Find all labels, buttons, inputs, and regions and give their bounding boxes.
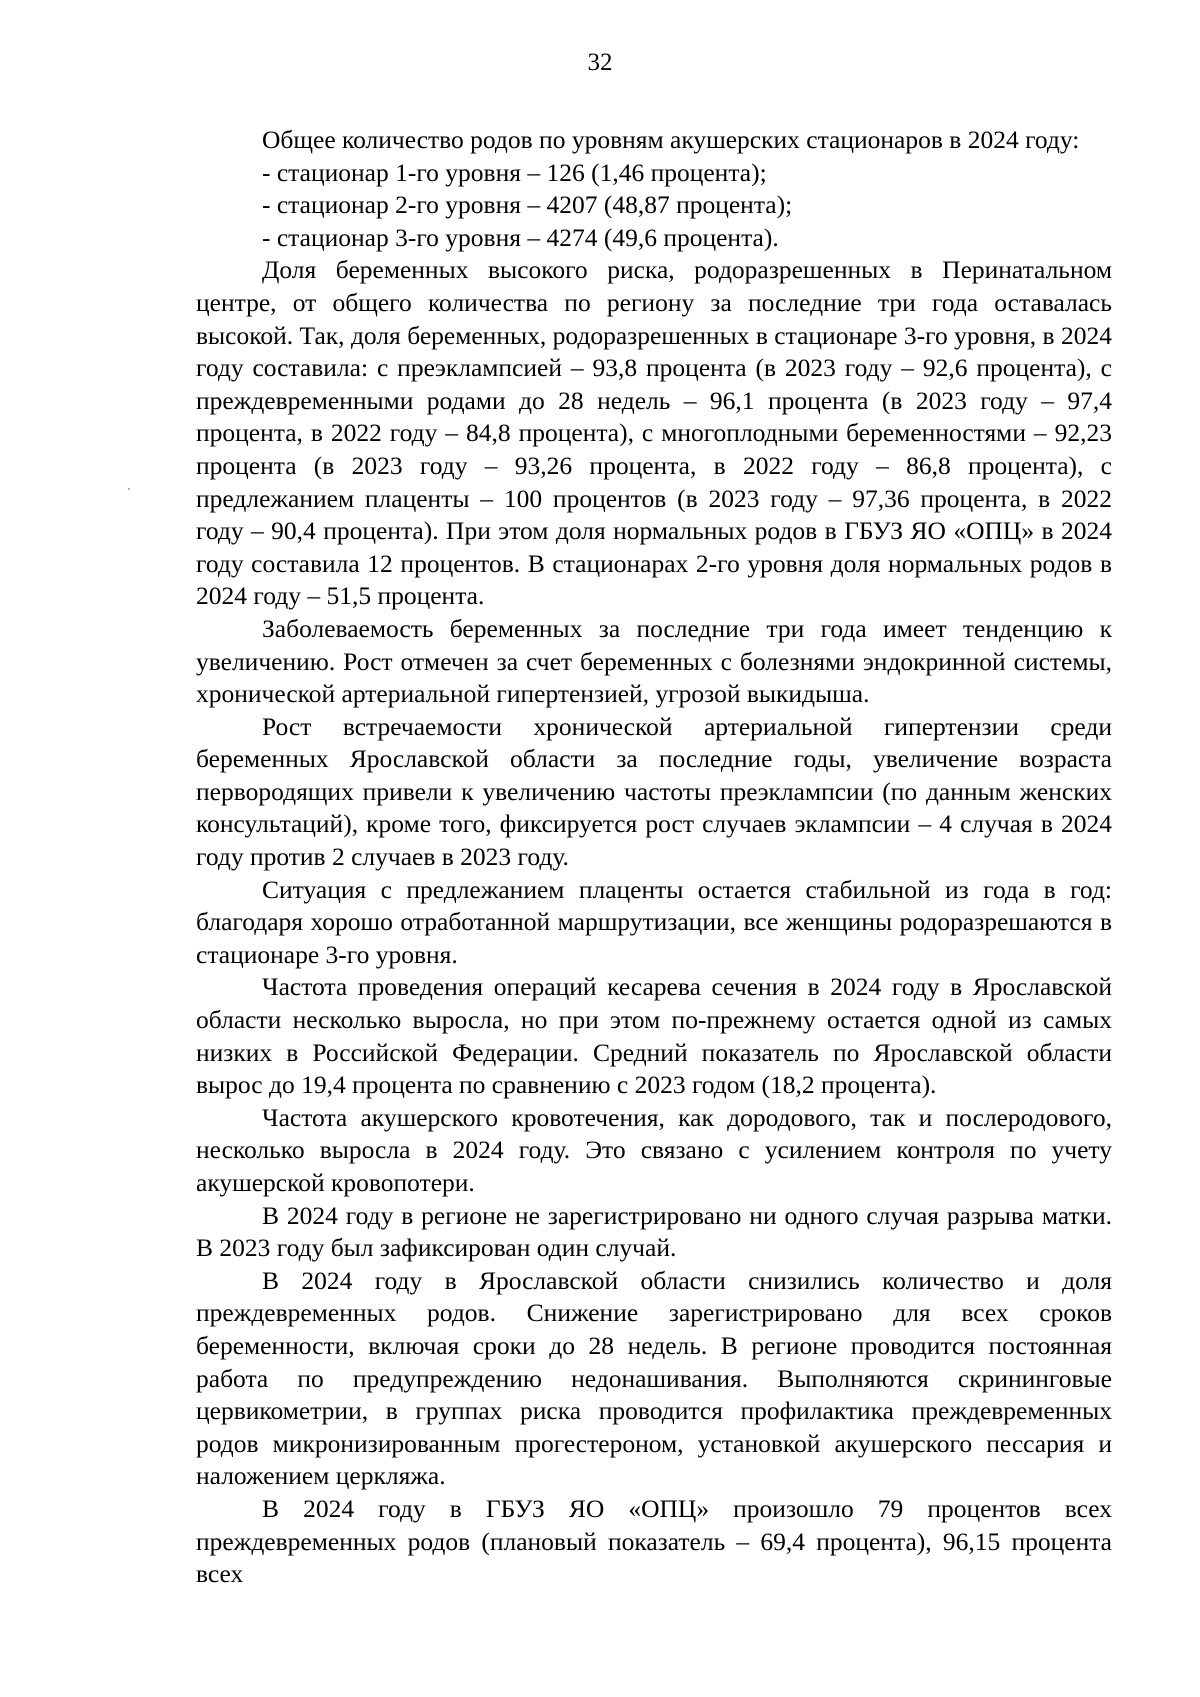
paragraph-uterine-rupture: В 2024 году в регионе не зарегистрировано ни одного случая разрыва матки. В 2023 году был зафиксирован один случай. bbox=[196, 1200, 1112, 1263]
list-item: - стационар 1-го уровня – 126 (1,46 процента); bbox=[262, 157, 767, 187]
paragraph-hypertension: Рост встречаемости хронической артериальной гипертензии среди беременных Ярославской области за последние годы, увеличение возраста первородящих привели к увеличению частоты преэклампсии (по данным женских консультаций), кроме того, фиксируется рост случаев эклампсии – 4 случая в 2024 году против 2 случаев в 2023 году. bbox=[196, 711, 1112, 872]
list-item: - стационар 3-го уровня – 4274 (49,6 процента). bbox=[262, 222, 779, 252]
paragraph-high-risk: Доля беременных высокого риска, родоразрешенных в Перинатальном центре, от общего количества по региону за последние три года оставалась высокой. Так, доля беременных, родоразрешенных в стационаре 3-го уровня, в 2024 году составила: с преэклампсией – 93,8 процента (в 2023 году – 92,6 процента), с преждевременными родами до 28 недель – 96,1 процента (в 2023 году – 97,4 процента, в 2022 году – 84,8 процента), с многоплодными беременностями – 92,23 процента (в 2023 году – 93,26 процента, в 2022 году – 86,8 процента), с предлежанием плаценты – 100 процентов (в 2023 году – 97,36 процента, в 2022 году – 90,4 процента). При этом доля нормальных родов в ГБУЗ ЯО «ОПЦ» в 2024 году составила 12 процентов. В стационарах 2-го уровня доля нормальных родов в 2024 году – 51,5 процента. bbox=[196, 255, 1112, 611]
paragraph-hemorrhage: Частота акушерского кровотечения, как дородового, так и послеродового, несколько выросла в 2024 году. Это связано с усилением контроля по учету акушерской кровопотери. bbox=[196, 1102, 1112, 1197]
list-item: - стационар 2-го уровня – 4207 (48,87 процента); bbox=[262, 190, 793, 220]
paragraph-placenta: Ситуация с предлежанием плаценты остается стабильной из года в год: благодаря хорошо отработанной маршрутизации, все женщины родоразрешаются в стационаре 3-го уровня. bbox=[196, 874, 1112, 969]
paragraph-opc: В 2024 году в ГБУЗ ЯО «ОПЦ» произошло 79 процентов всех преждевременных родов (плановый показатель – 69,4 процента), 96,15 процента всех bbox=[196, 1493, 1112, 1589]
scan-speck bbox=[128, 488, 130, 490]
paragraph-caesarean: Частота проведения операций кесарева сечения в 2024 году в Ярославской области несколько выросла, но при этом по-прежнему остается одной из самых низких в Российской Федерации. Средний показатель по Ярославской области вырос до 19,4 процента по сравнению с 2023 годом (18,2 процента). bbox=[196, 972, 1112, 1100]
intro-paragraph: Общее количество родов по уровням акушерских стационаров в 2024 году: bbox=[262, 125, 1080, 154]
document-body bbox=[196, 124, 1112, 1591]
paragraph-morbidity: Заболеваемость беременных за последние три года имеет тенденцию к увеличению. Рост отмечен за счет беременных с болезнями эндокринной системы, хронической артериальной гипертензией, угрозой выкидыша. bbox=[196, 613, 1112, 709]
page-number: 32 bbox=[587, 49, 613, 76]
paragraph-preterm-birth: В 2024 году в Ярославской области снизились количество и доля преждевременных родов. Снижение зарегистрировано для всех сроков беременности, включая сроки до 28 недель. В регионе проводится постоянная работа по предупреждению недонашивания. Выполняются скрининговые цервикометрии, в группах риска проводится профилактика преждевременных родов микронизированным прогестероном, установкой акушерского пессария и наложением церкляжа. bbox=[196, 1265, 1112, 1491]
